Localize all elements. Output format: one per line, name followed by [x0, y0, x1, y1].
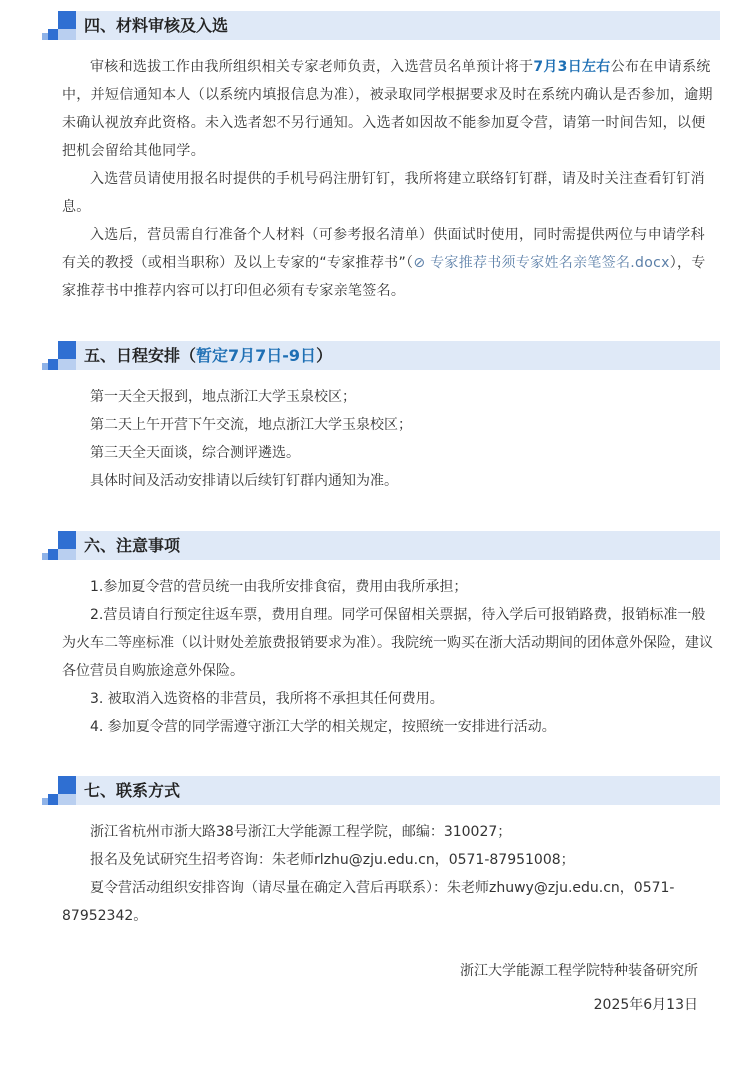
- list-item: 1.参加夏令营的营员统一由我所安排食宿，费用由我所承担；: [90, 579, 468, 595]
- list-item: 4. 参加夏令营的同学需遵守浙江大学的相关规定，按照统一安排进行活动。: [90, 719, 556, 735]
- section-contact: [0, 776, 743, 930]
- section-title: 五、日程安排（暂定7月7日-9日）: [84, 346, 333, 365]
- contact-address: 浙江省杭州市浙大路38号浙江大学能源工程学院，邮编：310027；: [90, 824, 512, 840]
- section-header: [42, 11, 720, 40]
- contact-camp: 夏令营活动组织安排咨询（请尽量在确定入营后再联系）：朱老师zhuwy@zju.edu.cn，0571-87952342。: [62, 880, 675, 924]
- paragraph: 审核和选拔工作由我所组织相关专家老师负责，入选营员名单预计将于7月3日左右公布在申请系统中，并短信通知本人（以系统内填报信息为准），被录取同学根据要求及时在系统内确认是否参加，逾期未确认视放弃此资格。未入选者恕不另行通知。入选者如因故不能参加夏令营，请第一时间告知，以便把机会留给其他同学。: [62, 59, 713, 159]
- header-decoration-block: [42, 798, 48, 805]
- list-item: 3. 被取消入选资格的非营员，我所将不承担其任何费用。: [90, 691, 444, 707]
- attachment-link[interactable]: ⊘ 专家推荐书须专家姓名亲笔签名.docx: [413, 255, 670, 271]
- section-notes: [0, 531, 743, 741]
- header-decoration-block: [58, 549, 76, 560]
- highlight-date: 7月3日左右: [533, 59, 611, 75]
- header-decoration-block: [42, 363, 48, 370]
- section-schedule: [0, 341, 743, 495]
- paragraph: 入选后，营员需自行准备个人材料（可参考报名清单）供面试时使用，同时需提供两位与申请学科有关的教授（或相当职称）及以上专家的“专家推荐书”（⊘ 专家推荐书须专家姓名亲笔签名.docx），专家推荐书中推荐内容可以打印但必须有专家亲笔签名。: [62, 227, 706, 299]
- list-item: 第一天全天报到，地点浙江大学玉泉校区；: [90, 389, 356, 405]
- header-decoration-block: [42, 553, 48, 560]
- section-header: [42, 776, 720, 805]
- list-item: 第二天上午开营下午交流，地点浙江大学玉泉校区；: [90, 417, 412, 433]
- header-decoration-block: [48, 549, 58, 560]
- header-decoration-block: [48, 794, 58, 805]
- list-item: 2.营员请自行预定往返车票，费用自理。同学可保留相关票据，待入学后可报销路费，报销标准一般为火车二等座标准（以计财处差旅费报销要求为准）。我院统一购买在浙大活动期间的团体意外保险，建议各位营员自购旅途意外保险。: [62, 607, 713, 679]
- section-title: 七、联系方式: [84, 781, 181, 800]
- contact-admission: 报名及免试研究生招考咨询：朱老师rlzhu@zju.edu.cn，0571-87951008；: [90, 852, 575, 868]
- attachment-icon: ⊘: [413, 255, 431, 271]
- header-decoration-block: [48, 29, 58, 40]
- list-item: 第三天全天面谈，综合测评遴选。: [90, 445, 300, 461]
- section-header: [42, 341, 720, 370]
- header-decoration-icon: [58, 531, 76, 549]
- header-decoration-icon: [58, 776, 76, 794]
- header-decoration-block: [48, 359, 58, 370]
- header-decoration-block: [58, 794, 76, 805]
- section-title: 六、注意事项: [84, 536, 181, 555]
- header-decoration-icon: [58, 11, 76, 29]
- header-decoration-block: [58, 359, 76, 370]
- signature-date: 2025年6月13日: [593, 997, 698, 1013]
- signature-org: 浙江大学能源工程学院特种装备研究所: [460, 963, 698, 979]
- paragraph: 入选营员请使用报名时提供的手机号码注册钉钉，我所将建立联络钉钉群，请及时关注查看钉钉消息。: [62, 171, 705, 215]
- section-material-review: [0, 11, 743, 305]
- section-header: [42, 531, 720, 560]
- header-decoration-block: [58, 29, 76, 40]
- header-decoration-block: [42, 33, 48, 40]
- section-title: 四、材料审核及入选: [84, 16, 229, 35]
- header-decoration-icon: [58, 341, 76, 359]
- list-item: 具体时间及活动安排请以后续钉钉群内通知为准。: [90, 473, 398, 489]
